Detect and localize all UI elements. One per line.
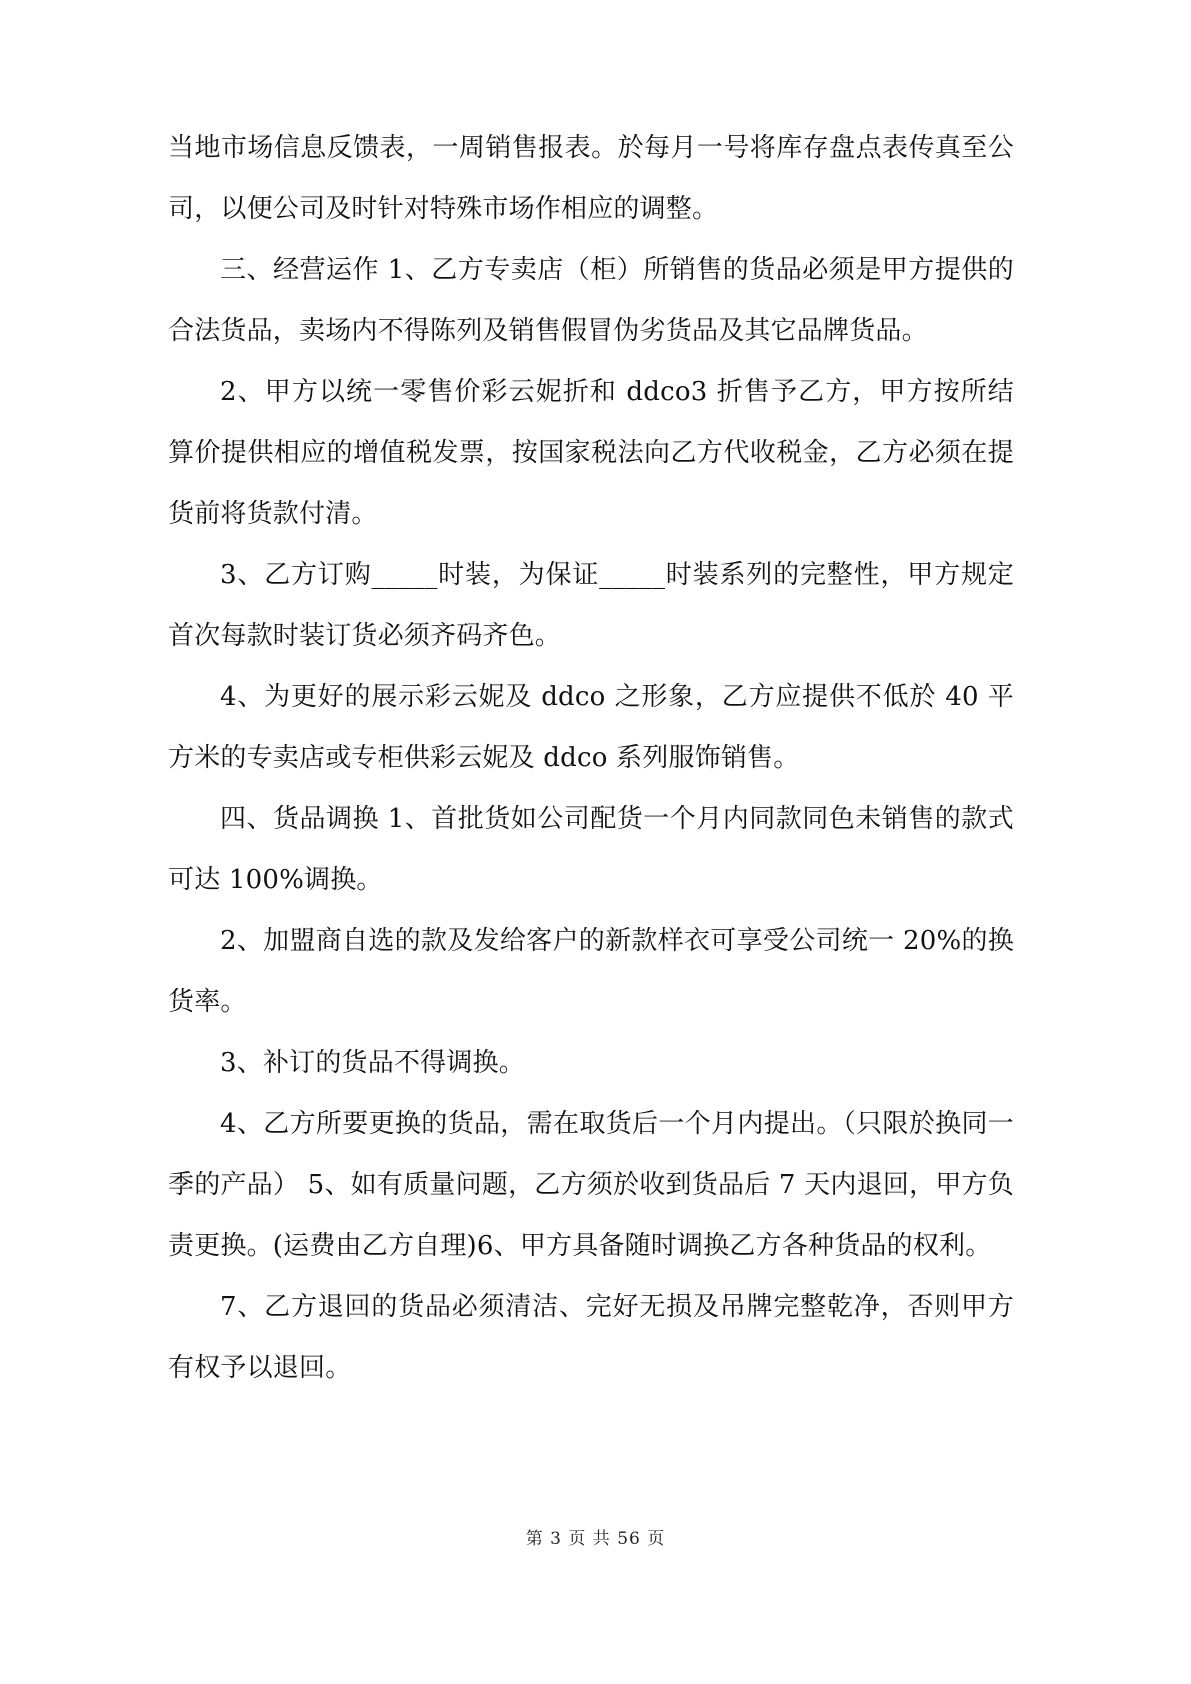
paragraph-exchange-rate: 2、加盟商自选的款及发给客户的新款样衣可享受公司统一 20%的换货率。: [168, 926, 1014, 1017]
paragraph-return-condition: 7、乙方退回的货品必须清洁、完好无损及吊牌完整乾净，否则甲方有权予以退回。: [168, 1292, 1014, 1383]
paragraph-item-2-pricing: 2、甲方以统一零售价彩云妮折和 ddco3 折售予乙方，甲方按所结算价提供相应的增值税发票，按国家税法向乙方代收税金，乙方必须在提货前将货款付清。: [168, 377, 1014, 529]
paragraph-item-3-ordering: 3、乙方订购_____时装，为保证_____时装系列的完整性，甲方规定首次每款时装订货必须齐码齐色。: [168, 560, 1014, 651]
paragraph-exchange-terms: 4、乙方所要更换的货品，需在取货后一个月内提出。（只限於换同一季的产品） 5、如有质量问题，乙方须於收到货品后 7 天内退回，甲方负责更换。(运费由乙方自理)6、甲方具备随时调换乙方各种货品的权利。: [168, 1109, 1014, 1261]
paragraph-section-four: 四、货品调换 1、首批货如公司配货一个月内同款同色未销售的款式可达 100%调换。: [168, 804, 1014, 895]
paragraph-continuation: 当地市场信息反馈表，一周销售报表。於每月一号将库存盘点表传真至公司，以便公司及时针对特殊市场作相应的调整。: [168, 133, 1014, 224]
document-body: [168, 118, 1014, 1399]
paragraph-section-three: 三、经营运作 1、乙方专卖店（柜）所销售的货品必须是甲方提供的合法货品，卖场内不得陈列及销售假冒伪劣货品及其它品牌货品。: [168, 255, 1014, 346]
paragraph-item-4-store-area: 4、为更好的展示彩云妮及 ddco 之形象，乙方应提供不低於 40 平方米的专卖店或专柜供彩云妮及 ddco 系列服饰销售。: [168, 682, 1014, 773]
paragraph-no-exchange: 3、补订的货品不得调换。: [220, 1048, 525, 1078]
page-number: 第 3 页 共 56 页: [525, 1529, 666, 1549]
